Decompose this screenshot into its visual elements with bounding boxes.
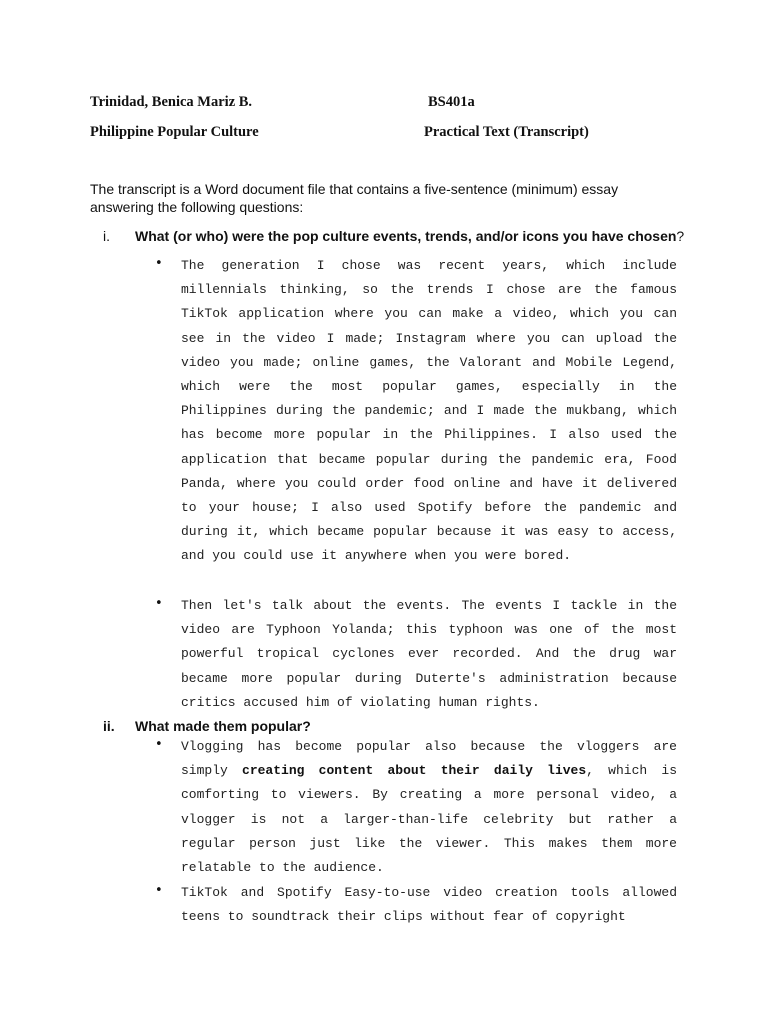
document-type: Practical Text (Transcript): [424, 124, 589, 140]
intro-paragraph: The transcript is a Word document file that contains a five-sentence (minimum) essay answering the following questions:: [90, 181, 619, 215]
section-code: BS401a: [428, 94, 475, 110]
bullet-text: The generation I chose was recent years, which include millennials thinking, so the trends I chose are the famous TikTok application where you can make a video, which you can see in the video I made; Instagram where you can upload the video you made; online games, the Valorant and Mobile Legend, which were the most popular games, especially in the Philippines during the pandemic; and I made the mukbang, which has become more popular in the Philippines. I also used the application that became popular during the pandemic era, Food Panda, where you could order food online and have it delivered to your house; I also used Spotify before the pandemic and during it, which became popular because it was easy to access, and you could use it anywhere when you were bored.: [181, 258, 677, 564]
bullet-icon: •: [155, 256, 163, 271]
course-title: Philippine Popular Culture: [90, 124, 259, 140]
question-tail: ?: [676, 228, 685, 244]
bullet-icon: •: [155, 737, 163, 752]
bullet-icon: •: [155, 596, 163, 611]
list-item: [155, 254, 677, 569]
list-item: [155, 735, 677, 880]
question-1: [103, 228, 684, 244]
bullet-icon: •: [155, 883, 163, 898]
bullet-text: [181, 735, 677, 880]
question-2: [103, 718, 311, 734]
list-item: [155, 881, 677, 929]
question-text: What made them popular?: [135, 718, 311, 734]
bullet-text-bold: creating content about their daily lives: [242, 763, 587, 779]
question-number: i.: [103, 228, 110, 244]
bullet-text-pre: Vlogging has become popular also because the vloggers are simply: [181, 739, 677, 779]
bullet-text: TikTok and Spotify Easy-to-use video creation tools allowed teens to soundtrack their clips without fear of copyright: [181, 885, 677, 925]
question-text: What (or who) were the pop culture events, trends, and/or icons you have chosen: [135, 228, 677, 244]
bullet-text: Then let's talk about the events. The events I tackle in the video are Typhoon Yolanda; this typhoon was one of the most powerful tropical cyclones ever recorded. And the drug war became more popular during Duterte's administration because critics accused him of violating human rights.: [181, 598, 677, 710]
list-item: [155, 594, 677, 715]
student-name: Trinidad, Benica Mariz B.: [90, 94, 253, 110]
bullet-text-post: , which is comforting to viewers. By creating a more personal video, a vlogger is not a larger-than-life celebrity but rather a regular person just like the viewer. This makes them more relatable to the audience.: [181, 763, 677, 876]
question-number: ii.: [103, 718, 115, 734]
